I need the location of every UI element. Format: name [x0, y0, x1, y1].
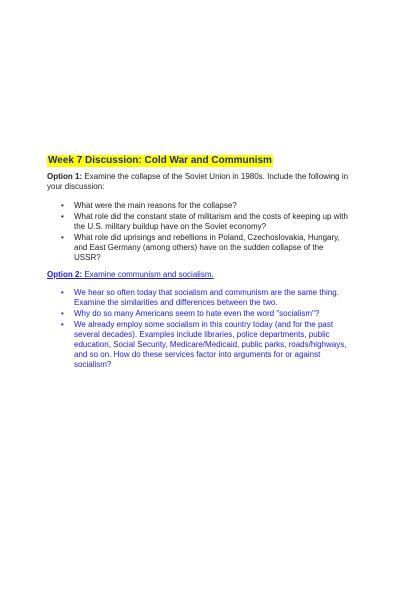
option-2-list — [47, 288, 352, 370]
option-2-label: Option 2: — [47, 270, 83, 279]
option-1-label: Option 1: — [47, 172, 83, 181]
list-item: • What role did the constant state of militarism and the costs of keeping up with the U.S. military buildup have on the Soviet economy? — [61, 212, 348, 231]
option-1-list — [47, 201, 352, 263]
list-item: • We hear so often today that socialism and communism are the same thing. Examine the similarities and differences between the two. — [61, 288, 339, 307]
bullet-icon: • — [61, 320, 64, 329]
bullet-icon: • — [61, 288, 64, 297]
bullet-icon: • — [61, 309, 64, 318]
option-2-text: Examine communism and socialism. — [84, 270, 214, 279]
option-1-text: Examine the collapse of the Soviet Union in 1980s. Include the following in your discussion: — [47, 172, 349, 191]
bullet-icon: • — [61, 233, 64, 242]
option-2-paragraph — [47, 270, 352, 280]
bullet-icon: • — [61, 212, 64, 221]
list-item: • Why do so many Americans seem to hate even the word "socialism"? — [61, 309, 320, 318]
list-item: • We already employ some socialism in this country today (and for the past several decades). Examples include libraries, police departments, public education, Social Security, Medicare/Medicaid, public parks, roads/highways, and so on. How do these services factor into arguments for or against socialism? — [61, 320, 347, 369]
bullet-icon: • — [61, 201, 64, 210]
list-item: • What role did uprisings and rebellions in Poland, Czechoslovakia, Hungary, and East Germany (among others) have on the sudden collapse of the USSR? — [61, 233, 340, 262]
list-item: • What were the main reasons for the collapse? — [61, 201, 237, 210]
option-1-paragraph — [47, 172, 352, 192]
document-page — [47, 150, 352, 371]
document-title: Week 7 Discussion: Cold War and Communism — [48, 155, 272, 166]
